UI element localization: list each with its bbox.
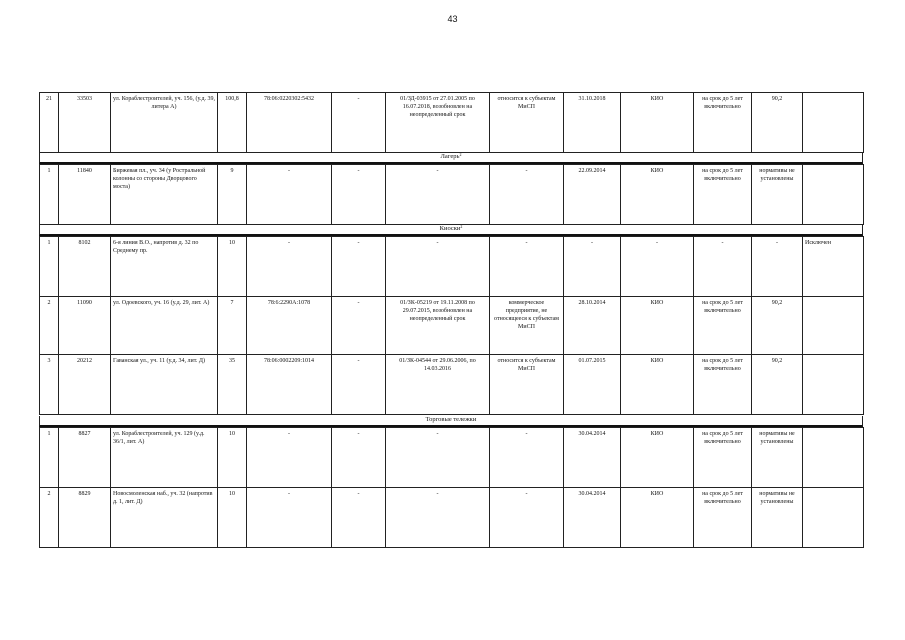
section-heading-lager (39, 153, 863, 164)
section-heading-text: Торговые тележки (425, 416, 477, 423)
cell-authority: КИО (621, 165, 694, 225)
cell-col6: - (332, 237, 386, 297)
cell-norm: нормативы не установлены (752, 165, 803, 225)
cell-norm: нормативы не установлены (752, 428, 803, 488)
section-heading-sup: 2 (460, 224, 463, 229)
cell-cadastral: - (247, 165, 332, 225)
cell-id: 11840 (59, 165, 111, 225)
cell-area: 10 (218, 488, 247, 548)
cell-id: 8829 (59, 488, 111, 548)
cell-contract: - (386, 165, 490, 225)
table-row (40, 488, 864, 548)
cell-area: 10 (218, 428, 247, 488)
cell-date: - (564, 237, 621, 297)
cell-area: 35 (218, 355, 247, 415)
cell-col6: - (332, 93, 386, 153)
cell-norm: 90,2 (752, 297, 803, 355)
cell-note: Исключен (803, 237, 864, 297)
cell-col6: - (332, 488, 386, 548)
cell-col6: - (332, 165, 386, 225)
cell-area: 7 (218, 297, 247, 355)
cell-term: на срок до 5 лет включительно (694, 488, 752, 548)
table-section-1 (39, 164, 864, 225)
cell-contract: 01/ЗК-05219 от 19.11.2008 по 29.07.2015, возобновлен на неопределенный срок (386, 297, 490, 355)
cell-note (803, 165, 864, 225)
cell-col6: - (332, 297, 386, 355)
cell-date: 30.04.2014 (564, 428, 621, 488)
table-section-2 (39, 236, 864, 415)
cell-norm: - (752, 237, 803, 297)
cell-no: 1 (40, 428, 59, 488)
cell-cadastral: - (247, 237, 332, 297)
cell-note (803, 428, 864, 488)
cell-contract: - (386, 237, 490, 297)
cell-date: 30.04.2014 (564, 488, 621, 548)
table-row (40, 93, 864, 153)
cell-note (803, 355, 864, 415)
cell-area: 10 (218, 237, 247, 297)
table-section-0 (39, 92, 864, 153)
cell-address: ул. Кораблестроителей, уч. 129 (у.д. 36/1, лит. А) (111, 428, 218, 488)
cell-note (803, 297, 864, 355)
cell-subject: - (490, 237, 564, 297)
table-row (40, 165, 864, 225)
cell-date: 22.09.2014 (564, 165, 621, 225)
section-heading-text: Киоски (439, 225, 461, 232)
cell-contract: - (386, 428, 490, 488)
cell-no: 3 (40, 355, 59, 415)
cell-date: 28.10.2014 (564, 297, 621, 355)
cell-term: - (694, 237, 752, 297)
cell-id: 20212 (59, 355, 111, 415)
cell-note (803, 488, 864, 548)
cell-date: 01.07.2015 (564, 355, 621, 415)
cell-term: на срок до 5 лет включительно (694, 428, 752, 488)
section-heading-kiosks (39, 225, 863, 236)
cell-norm: 90,2 (752, 355, 803, 415)
cell-cadastral: 78:6:2290А:1078 (247, 297, 332, 355)
cell-term: на срок до 5 лет включительно (694, 93, 752, 153)
cell-term: на срок до 5 лет включительно (694, 297, 752, 355)
table-row (40, 297, 864, 355)
cell-authority: КИО (621, 355, 694, 415)
cell-subject: - (490, 428, 564, 488)
cell-id: 8102 (59, 237, 111, 297)
table-row (40, 355, 864, 415)
cell-address: Биржевая пл., уч. 34 (у Ростральной колонны со стороны Дворцового моста) (111, 165, 218, 225)
cell-area: 9 (218, 165, 247, 225)
table-row (40, 428, 864, 488)
cell-cadastral: 78:06:0002209:1014 (247, 355, 332, 415)
cell-address: ул. Одоевского, уч. 16 (у.д. 29, лит. А) (111, 297, 218, 355)
cell-address: ул. Кораблестроителей, уч. 156, (у.д. 39, литера А) (111, 93, 218, 153)
cell-date: 31.10.2018 (564, 93, 621, 153)
page-number: 43 (447, 14, 458, 24)
cell-authority: КИО (621, 297, 694, 355)
cell-no: 1 (40, 165, 59, 225)
table-section-3 (39, 427, 864, 548)
section-heading-carts (39, 416, 863, 427)
cell-subject: относится к субъектам МиСП (490, 355, 564, 415)
section-heading-sup: 2 (459, 152, 462, 157)
cell-address: 6-я линия В.О., напротив д. 32 по Среднему пр. (111, 237, 218, 297)
cell-contract: 01/ЗД-03915 от 27.01.2005 по 16.07.2018, возобновлен на неопределенный срок (386, 93, 490, 153)
cell-cadastral: - (247, 428, 332, 488)
cell-norm: 90,2 (752, 93, 803, 153)
cell-subject: - (490, 488, 564, 548)
cell-id: 8827 (59, 428, 111, 488)
cell-authority: КИО (621, 488, 694, 548)
cell-no: 2 (40, 488, 59, 548)
cell-subject: относится к субъектам МиСП (490, 93, 564, 153)
cell-no: 1 (40, 237, 59, 297)
section-heading-text: Лагерь (440, 153, 460, 160)
cell-id: 11090 (59, 297, 111, 355)
cell-term: на срок до 5 лет включительно (694, 165, 752, 225)
cell-cadastral: 78:06:0220302:5432 (247, 93, 332, 153)
cell-norm: нормативы не установлены (752, 488, 803, 548)
cell-authority: - (621, 237, 694, 297)
cell-area: 100,8 (218, 93, 247, 153)
cell-contract: - (386, 488, 490, 548)
cell-authority: КИО (621, 93, 694, 153)
cell-address: Гаванская ул., уч. 11 (у.д. 34, лит. Д) (111, 355, 218, 415)
cell-subject: коммерческое предприятие, не относящееся к субъектам МиСП (490, 297, 564, 355)
cell-col6: - (332, 355, 386, 415)
cell-cadastral: - (247, 488, 332, 548)
cell-no: 2 (40, 297, 59, 355)
cell-id: 33503 (59, 93, 111, 153)
table-row (40, 237, 864, 297)
cell-term: на срок до 5 лет включительно (694, 355, 752, 415)
cell-authority: КИО (621, 428, 694, 488)
cell-address: Новосмоленская наб., уч. 32 (напротив д. 1, лит. Д) (111, 488, 218, 548)
cell-no: 21 (40, 93, 59, 153)
cell-subject: - (490, 165, 564, 225)
cell-contract: 01/ЗК-04544 от 29.06.2006, по 14.03.2016 (386, 355, 490, 415)
cell-col6: - (332, 428, 386, 488)
cell-note (803, 93, 864, 153)
